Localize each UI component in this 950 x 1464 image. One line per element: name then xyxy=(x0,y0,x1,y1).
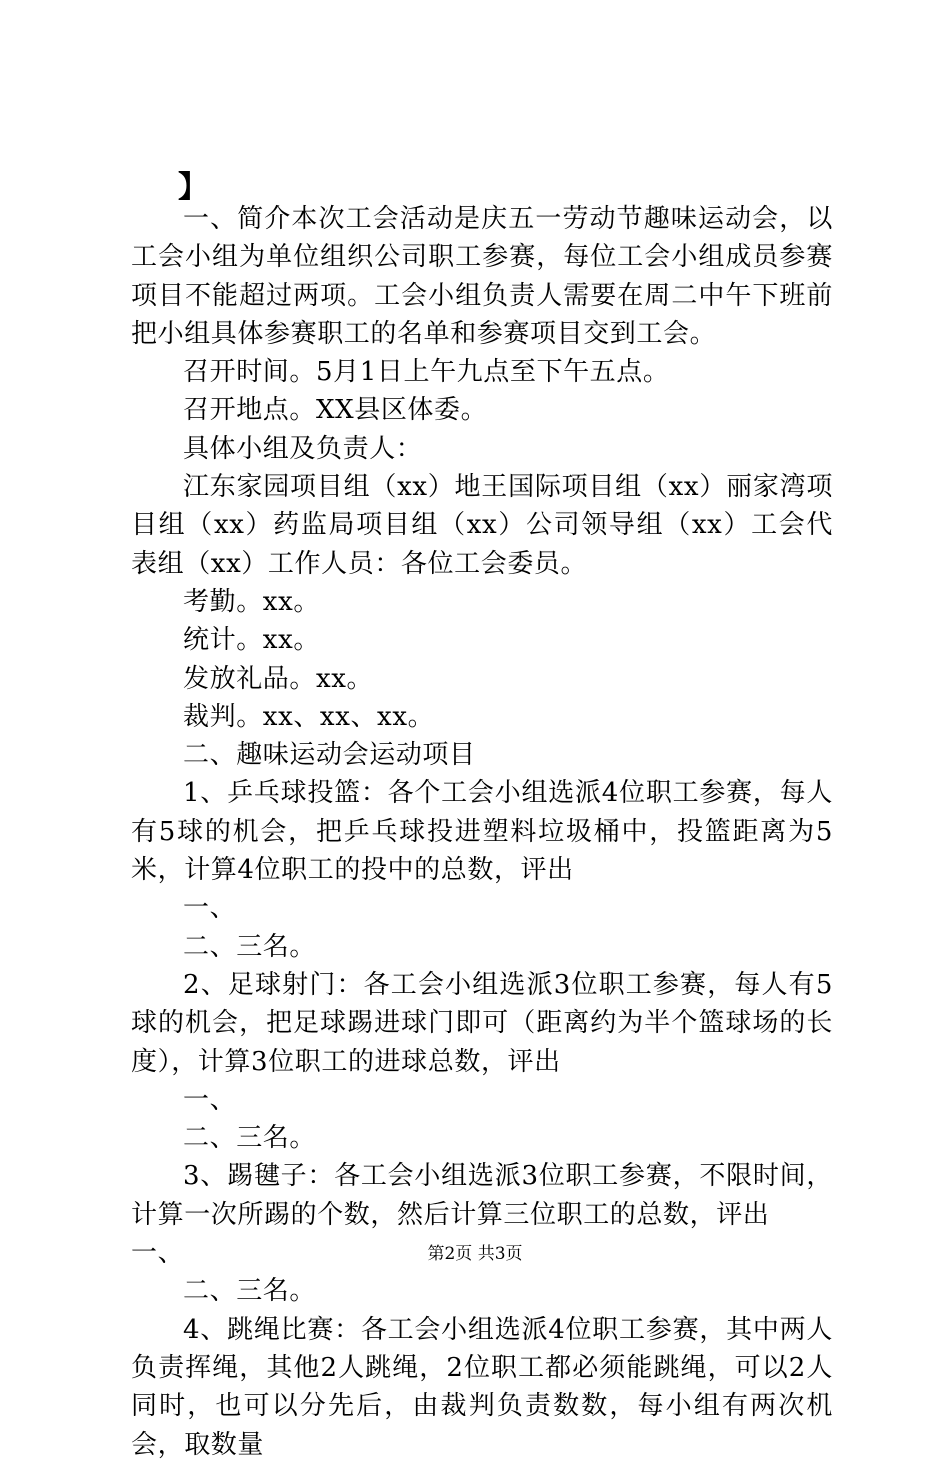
paragraph-time: 召开时间。5月1日上午九点至下午五点。 xyxy=(183,357,670,388)
paragraph-rank-23: 二、三名。 xyxy=(183,931,317,962)
paragraph-referees: 裁判。xx、xx、xx。 xyxy=(183,701,435,732)
paragraph-groups-heading: 具体小组及负责人： xyxy=(183,433,423,464)
paragraph-rank-23: 二、三名。 xyxy=(183,1123,317,1154)
paragraph-event-2: 2、足球射门：各工会小组选派3位职工参赛，每人有5球的机会，把足球踢进球门即可（距离约为半个篮球场的长度），计算3位职工的进球总数，评出 xyxy=(131,969,833,1077)
paragraph-gifts: 发放礼品。xx。 xyxy=(183,663,374,694)
paragraph-rank-1: 一、 xyxy=(131,1238,185,1269)
paragraph-events-heading: 二、趣味运动会运动项目 xyxy=(183,740,476,771)
paragraph-event-1: 1、乒乓球投篮：各个工会小组选派4位职工参赛，每人有5球的机会，把乒乓球投进塑料垃圾桶中，投篮距离为5米，计算4位职工的投中的总数，评出 xyxy=(131,778,833,886)
paragraph-location: 召开地点。XX县区体委。 xyxy=(183,395,488,426)
page-footer: 第2页 共3页 xyxy=(427,1244,523,1264)
paragraph-rank-23: 二、三名。 xyxy=(183,1276,317,1307)
paragraph-statistics: 统计。xx。 xyxy=(183,625,320,656)
document-body xyxy=(131,200,833,1464)
paragraph-event-4: 4、跳绳比赛：各工会小组选派4位职工参赛，其中两人负责挥绳，其他2人跳绳，2位职工都必须能跳绳，可以2人同时，也可以分先后，由裁判负责数数，每小组有两次机会，取数量 xyxy=(131,1314,833,1460)
paragraph-rank-1: 一、 xyxy=(183,893,237,924)
paragraph-attendance: 考勤。xx。 xyxy=(183,586,320,617)
section-bracket: 】 xyxy=(178,170,208,205)
paragraph-rank-1: 一、 xyxy=(183,1084,237,1115)
paragraph-groups-list: 江东家园项目组（xx）地王国际项目组（xx）丽家湾项目组（xx）药监局项目组（xx）公司领导组（xx）工会代表组（xx）工作人员：各位工会委员。 xyxy=(131,472,833,579)
paragraph-intro: 一、简介本次工会活动是庆五一劳动节趣味运动会，以工会小组为单位组织公司职工参赛，每位工会小组成员参赛项目不能超过两项。工会小组负责人需要在周二中午下班前把小组具体参赛职工的名单和参赛项目交到工会。 xyxy=(131,204,833,349)
paragraph-event-3: 3、踢毽子：各工会小组选派3位职工参赛，不限时间，计算一次所踢的个数，然后计算三位职工的总数，评出 xyxy=(131,1161,833,1230)
